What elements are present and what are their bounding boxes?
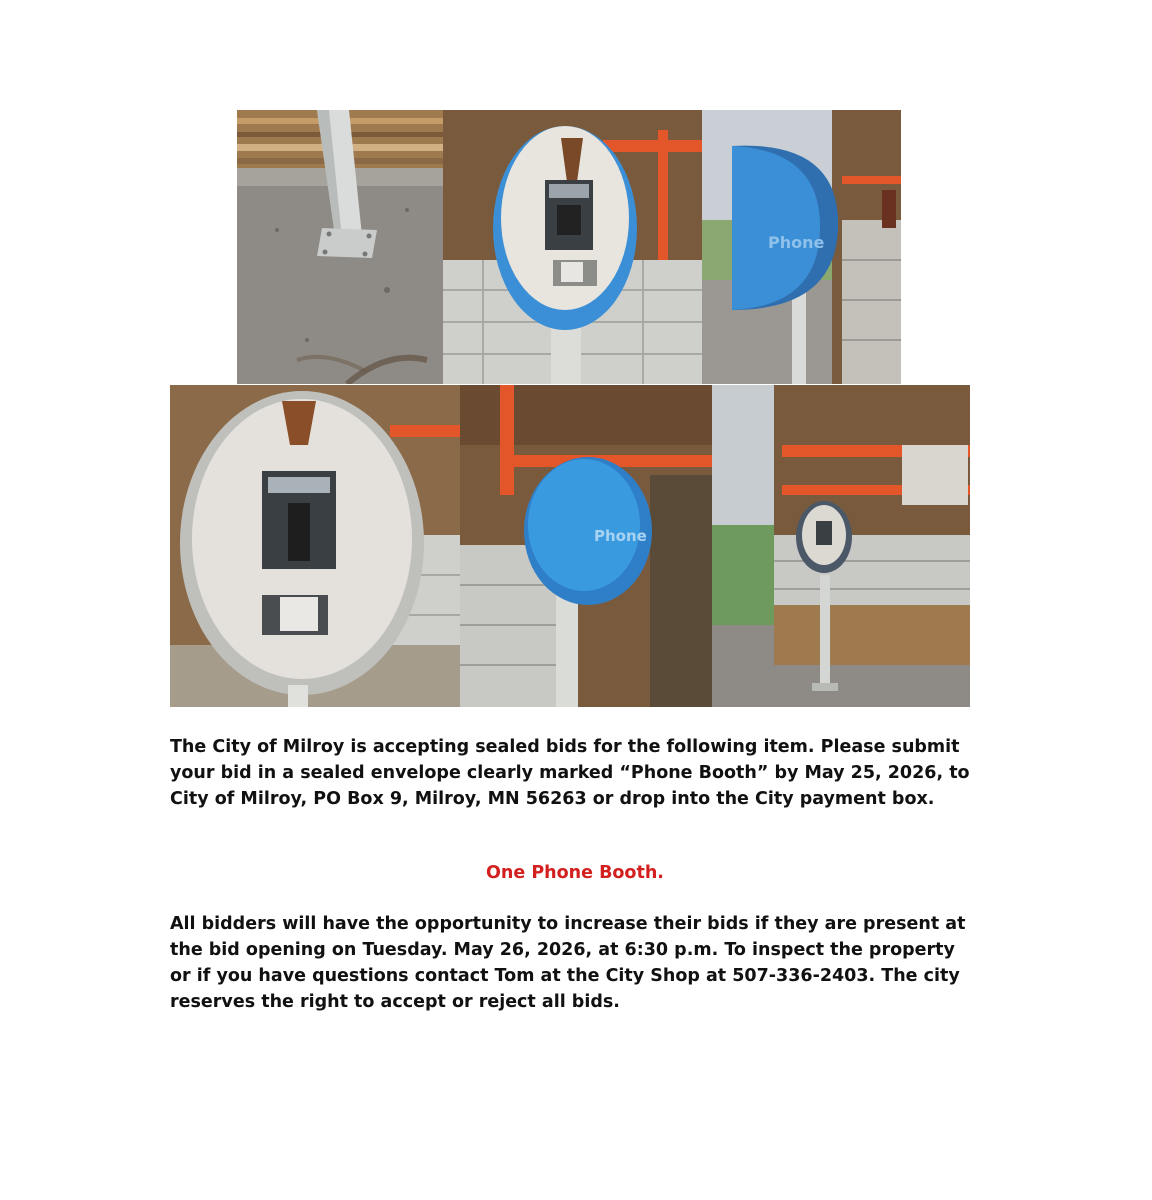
booth-side-view-photo — [702, 110, 901, 384]
item-title: One Phone Booth. — [486, 863, 664, 883]
booth-interior-closeup-photo — [170, 385, 460, 707]
booth-blue-shell-photo — [460, 385, 712, 707]
booth-interior-top-photo — [443, 110, 702, 384]
pole-base-photo — [237, 110, 443, 384]
booth-full-view-photo — [712, 385, 970, 707]
bid-notice-intro: The City of Milroy is accepting sealed bids for the following item. Please submit your bid in a sealed envelope clearly marked “Phone Booth” by May 25, 2026, to City of Milroy, PO Box 9, Milroy, MN 56263 or drop into the City payment box. — [170, 737, 970, 809]
bid-notice-details: All bidders will have the opportunity to increase their bids if they are present at the bid opening on Tuesday. May 26, 2026, at 6:30 p.m. To inspect the property or if you have questions contact Tom at the City Shop at 507-336-2403. The city reserves the right to accept or reject all bids. — [170, 914, 966, 1012]
phone-logo-front: Phone — [594, 527, 647, 545]
phone-logo-side: Phone — [768, 233, 825, 252]
